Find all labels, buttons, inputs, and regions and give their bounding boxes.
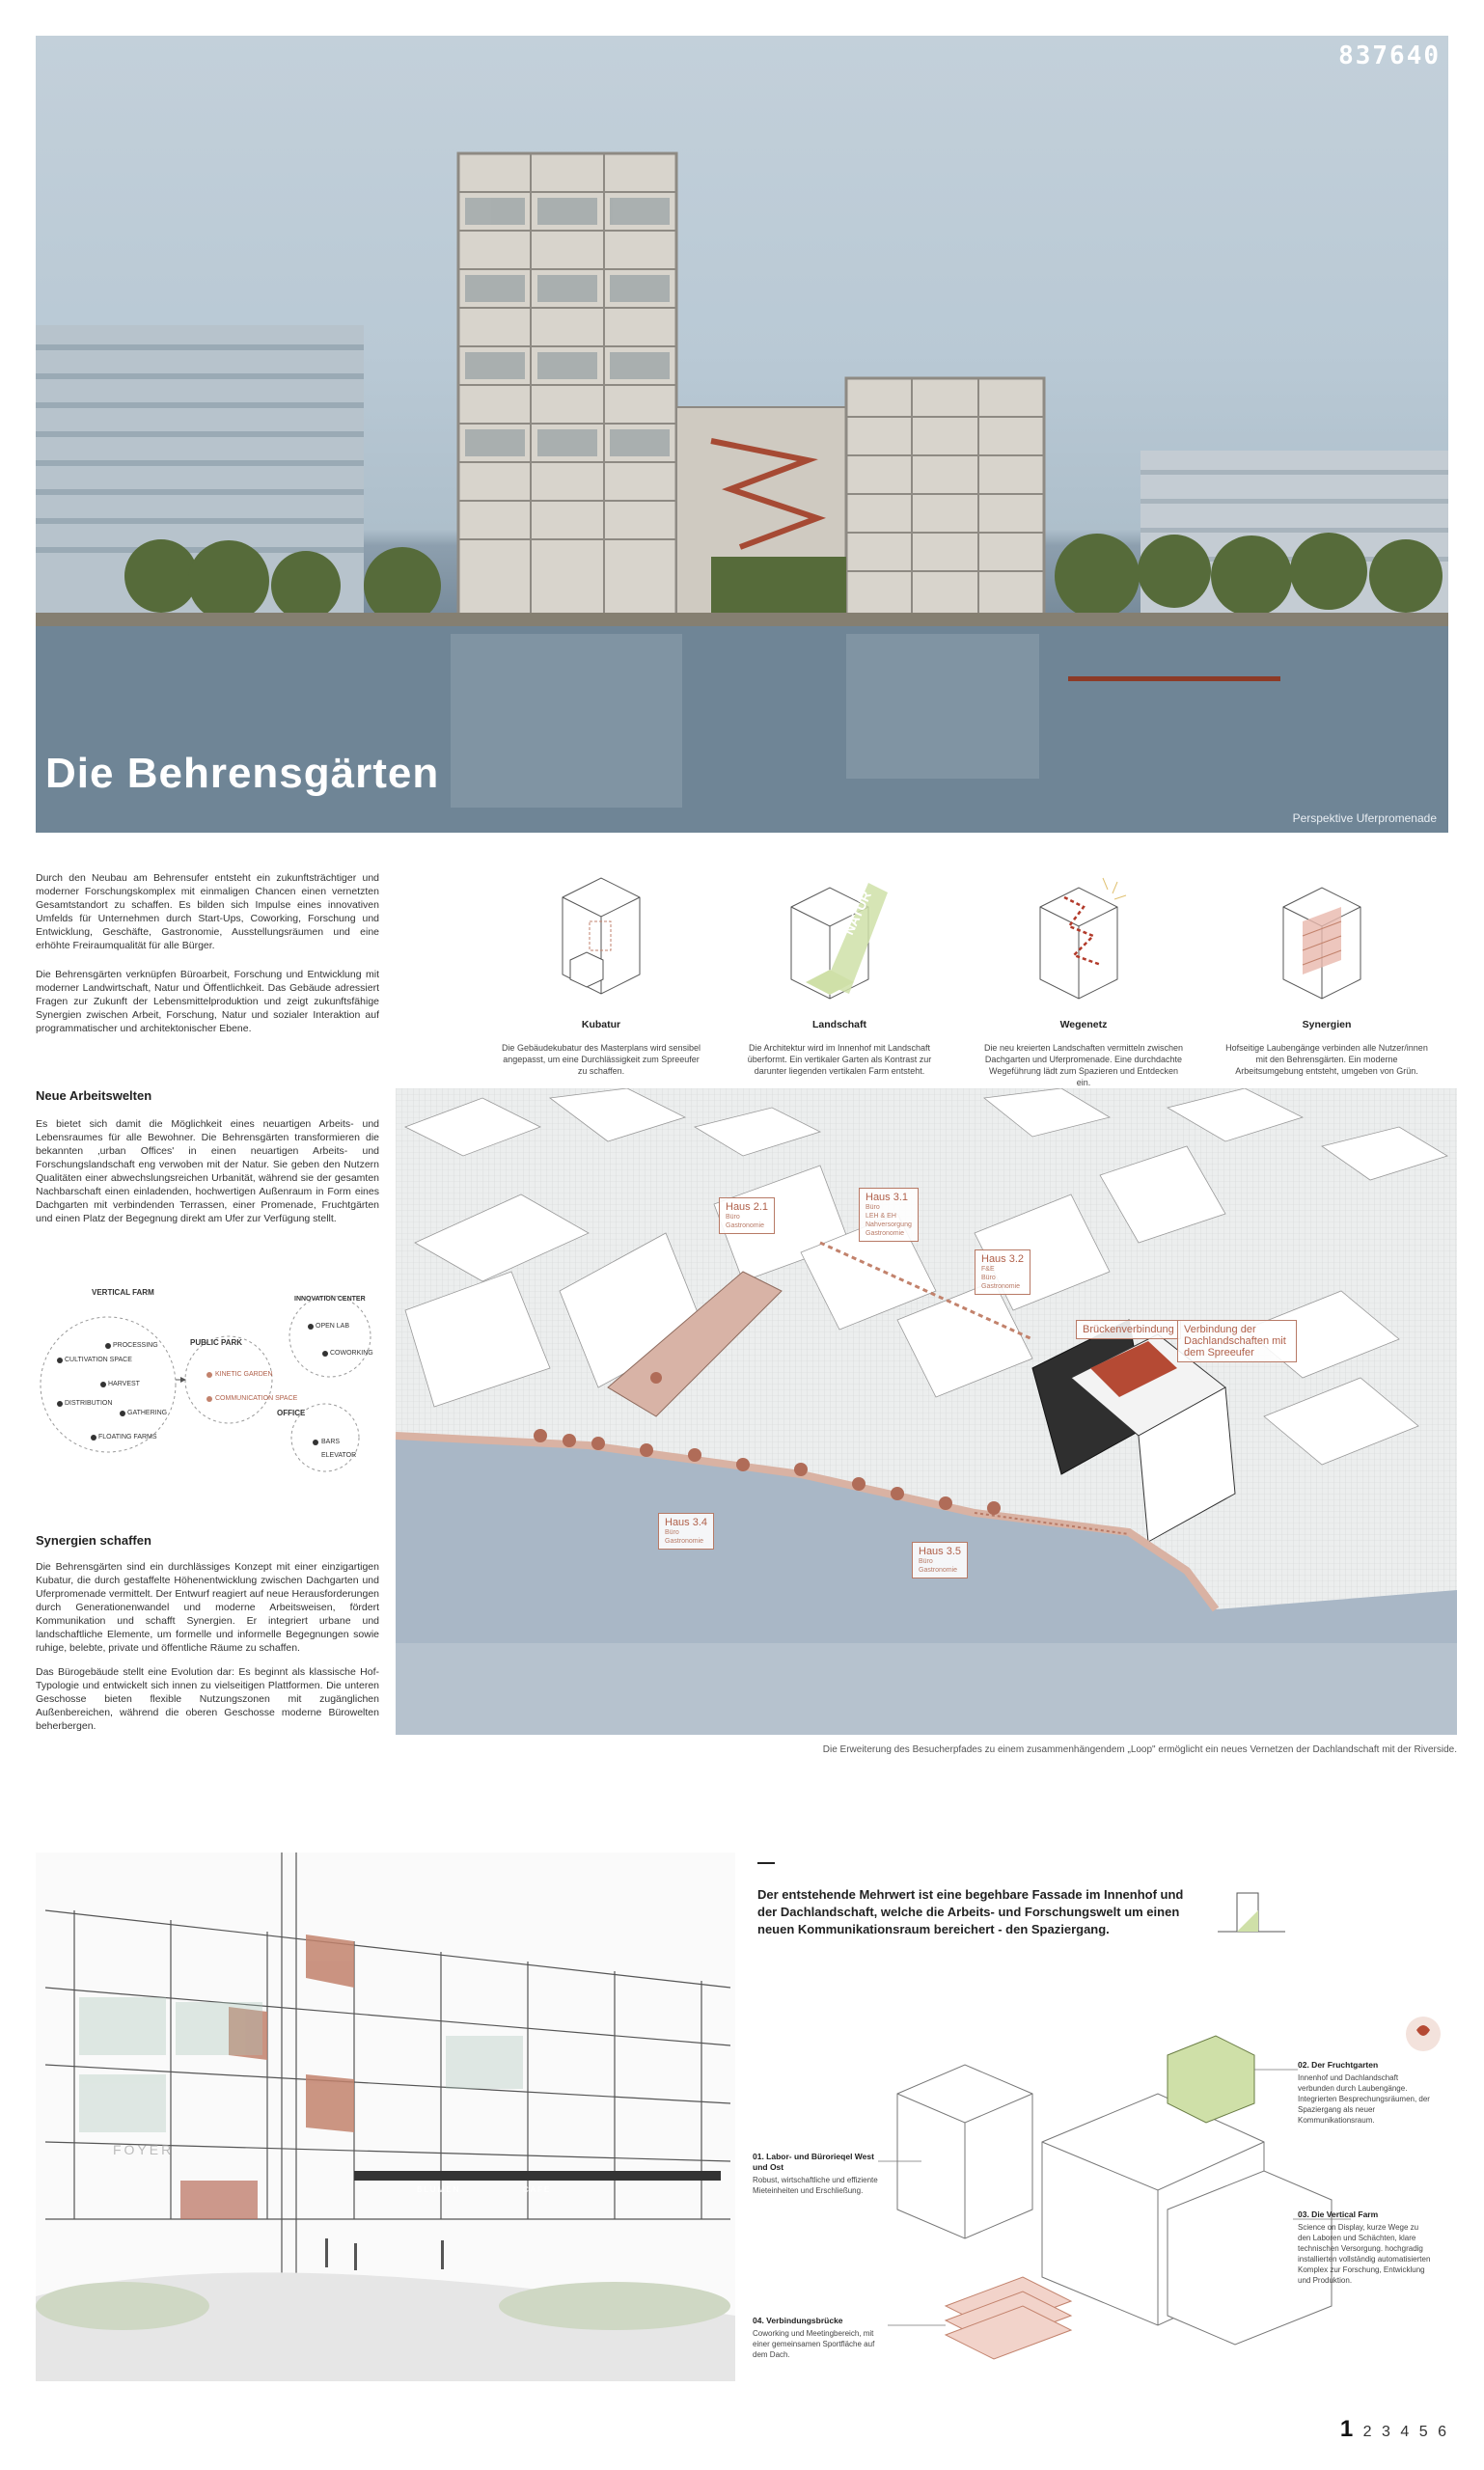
office-label: OFFICE [277,1409,306,1417]
program-item: COWORKING [330,1350,373,1357]
tag-item: Büro [981,1275,996,1281]
synergien-diagram-icon [1269,868,1385,1013]
quote-text: Der entstehende Mehrwert ist eine begehbare Fassade im Innenhof und der Dachlandschaft, welche die Arbeits- und Forschungswelt um einen neuen Kommunikationsraum bereichert - den Spaziergang. [757,1887,1184,1936]
iso-label-title: 04. Verbindungsbrücke [753,2316,843,2325]
iso-label-01 [753,2152,888,2196]
vertical-farm-label: VERTICAL FARM [92,1288,154,1297]
natur-label: NATUR [840,889,874,938]
site-plan-drawing [396,1088,1457,1735]
diagram-title: Kubatur [581,1019,621,1030]
iso-label-text: Innenhof und Dachlandschaft verbunden durch Laubengänge. Integrierten Besprechungsräumen, der Spaziergang als neuer Kommunikationsraum. [1298,2073,1430,2125]
diagram-wegenetz [982,868,1185,1088]
innovation-center-label: INNOVATION CENTER [294,1296,366,1303]
iso-label-02 [1298,2060,1433,2126]
program-item: BARS [321,1439,341,1445]
sign-foyer: FOYER [113,2142,175,2157]
program-circles [36,1278,379,1491]
tag-item: Büro [919,1558,933,1565]
diagram-text: Die Gebäudekubatur des Masterplans wird sensibel angepasst, um eine Durchlässigkeit zum Spreeufer zu schaffen. [501,1043,701,1076]
tag-item: Gastronomie [726,1222,765,1229]
tag-title: Verbindung der Dachlandschaften mit dem Spreeufer [1184,1324,1286,1358]
program-item: PROCESSING [113,1342,158,1349]
page-number-current[interactable]: 1 [1339,2416,1357,2442]
tag-item: Büro [665,1529,679,1536]
section-icon [1218,1891,1285,1939]
program-item: COMMUNICATION SPACE [215,1395,298,1402]
synergien-paragraph-2: Das Bürogebäude stellt eine Evolution dar: Es beginnt als klassische Hof-Typologie und entwickelt sich innen zu vielseitigen Plattformen. Die unteren Geschosse bieten flexible Nutzungszonen mit zugänglichen Außenbereichen, während die oberen Geschosse moderne Bürowelten beherbergen. [36,1666,379,1732]
tag-title: Haus 3.2 [981,1253,1025,1265]
tag-item: Gastronomie [981,1283,1021,1290]
diagram-kubatur [500,868,702,1077]
program-item: OPEN LAB [316,1323,350,1330]
program-item: DISTRIBUTION [65,1400,113,1407]
iso-label-text: Science on Display, kurze Wege zu den Laboren und Schächten, klare technischen Versorgung. hochgradig installierten vollständig automatisierten Komplex zur Forschung, Entwicklung und Produktion. [1298,2223,1431,2285]
site-tag-dachlandschaften [1177,1320,1297,1362]
intro-paragraph-1: Durch den Neubau am Behrensufer entsteht ein zukunftsträchtiger und moderner Forschungskomplex mit einmaligen Chancen einen vernetzten Gesamtstandort zu schaffen. Es bilden sich Impulse eines innovativen Umfelds für Unternehmen durch Start-Ups, Coworking, Forschung und Entwicklung, Geschäfte, Gastronomie, Ausstellungsräumen und eine erhöhte Freiraumqualität für alle Bürger. [36,872,379,951]
arbeitswelten-text: Es bietet sich damit die Möglichkeit eines neuartigen Arbeits- und Lebensraumes für alle Bewohner. Die Behrensgärten transformieren die bekannten ‚urban Offices' in einen neuartigen Arbeits- und Forschungslandschaft eng verwoben mit der Natur. Sie geben den Nutzern Qualitäten einer abwechslungsreichen Urbanität, während sie der gesamten Nachbarschaft einen einladenden, hochwertigen Außenraum in Form eines Dachgarten mit verbindenden Terrassen, einer Promenade, Fruchtgärten und einen Platz der Begegnung direkt am Ufer zur Verfügung stellt. [36,1118,379,1224]
tag-title: Haus 2.1 [726,1201,769,1213]
landschaft-diagram-icon [777,868,902,1013]
kubatur-diagram-icon [543,868,659,1013]
iso-label-03 [1298,2209,1433,2286]
iso-label-title: 01. Labor- und Bürorieqel West und Ost [753,2152,874,2172]
hero-caption: Perspektive Uferpromenade [1292,811,1437,825]
diagram-title: Synergien [1302,1019,1352,1030]
hero-render [36,36,1448,833]
page-pagination [1340,2416,1449,2443]
tag-item: Gastronomie [665,1538,704,1545]
diagram-text: Die Architektur wird im Innenhof mit Landschaft überformt. Ein vertikaler Garten als Kontrast zur darunter liegenden vertikalen Farm entsteht. [747,1043,932,1076]
page-number[interactable]: 3 [1382,2424,1393,2440]
page-title: Die Behrensgärten [45,750,440,797]
tag-item: Nahversorgung [866,1221,912,1228]
section-heading-synergien: Synergien schaffen [36,1533,151,1548]
site-tag-haus-3-5 [912,1542,968,1578]
tag-item: LEH & EH [866,1213,896,1220]
hero-image [36,36,1448,833]
public-park-label: PUBLIC PARK [190,1338,243,1347]
tag-item: Büro [726,1214,740,1221]
program-item: HARVEST [108,1381,140,1387]
site-tag-brueckenverbindung [1076,1320,1181,1339]
page-number[interactable]: 2 [1362,2424,1375,2440]
tag-title: Haus 3.4 [665,1517,708,1528]
diagram-landschaft [738,868,941,1077]
intro-paragraph-2: Die Behrensgärten verknüpfen Büroarbeit, Forschung und Entwicklung mit moderner Landwirtschaft, Natur und Öffentlichkeit. Das Gebäude adressiert Fragen zur Zukunft der Lebensmittelproduktion und zeigt zukunftsfähige Synergien zwischen Arbeit, Forschung, Natur und sozialer Interaktion auf programmatischer und architektonischer Ebene. [36,969,379,1034]
iso-label-title: 03. Die Vertical Farm [1298,2209,1379,2219]
page-number[interactable]: 5 [1418,2424,1431,2440]
diagram-text: Hofseitige Laubengänge verbinden alle Nutzer/innen mit den Behrensgärten. Ein moderne Arbeitsumgebung entsteht, umgeben von Grün. [1225,1043,1428,1076]
site-tag-haus-3-1 [859,1188,919,1242]
diagram-title: Landschaft [811,1019,866,1030]
iso-label-text: Robust, wirtschaftliche und effiziente Mieteinheiten und Erschließung. [753,2176,878,2195]
competition-id: 837640 [1338,41,1441,70]
program-item: GATHERING [127,1410,168,1416]
iso-label-text: Coworking und Meetingbereich, mit einer gemeinsamen Sportfläche auf dem Dach. [753,2329,875,2359]
iso-label-title: 02. Der Fruchtgarten [1298,2060,1379,2070]
program-item: ELEVATOR [321,1452,357,1459]
site-axonometry [396,1088,1457,1735]
courtyard-sketch [36,1852,735,2381]
site-caption: Die Erweiterung des Besucherpfades zu einem zusammenhängendem „Loop" ermöglicht ein neues Vernetzen der Dachlandschaft mit der Riverside. [822,1744,1457,1755]
tag-title: Haus 3.5 [919,1546,962,1557]
program-item: CULTIVATION SPACE [65,1357,132,1363]
diagram-text: Die neu kreierten Landschaften vermitteln zwischen Dachgarten und Uferpromenade. Eine durchdachte Wegeführung lädt zum Spazieren und Entdecken ein. [983,1043,1184,1087]
page-number[interactable]: 6 [1438,2424,1449,2440]
quote-dash [757,1862,775,1864]
tag-title: Haus 3.1 [866,1192,909,1203]
tag-item: Büro [866,1204,880,1211]
section-heading-arbeitswelten: Neue Arbeitswelten [36,1088,152,1103]
iso-label-04 [753,2316,888,2360]
diagram-synergien [1225,868,1428,1077]
site-tag-haus-3-2 [975,1249,1031,1295]
synergien-paragraph-1: Die Behrensgärten sind ein durchlässiges Konzept mit einer einzigartigen Kubatur, die durch gestaffelte Höhenentwicklung zwischen Dachgarten und Uferpromenade vermittelt. Der Entwurf reagiert auf neue Herausforderungen durch Generationenwandel und moderne Arbeitsweisen, fördert Kommunikation und schafft Synergien. Er integriert urbane und landschaftliche Elemente, um formelle und informelle Begegnungen sowie ruhige, belebte, private und öffentliche Räume zu schaffen. [36,1561,379,1654]
wegenetz-diagram-icon [1026,868,1141,1013]
program-item: FLOATING FARMS [98,1434,157,1441]
site-tag-haus-3-4 [658,1513,714,1550]
program-diagram [36,1278,379,1491]
sign-cafe: CAFE [523,2185,552,2194]
tag-item: Gastronomie [866,1230,905,1237]
tag-title: Brückenverbindung [1083,1324,1174,1335]
sign-blumen: BLUMEN [417,2185,461,2194]
diagram-title: Wegenetz [1059,1019,1108,1030]
exploded-axonometry [753,2017,1457,2402]
site-tag-haus-2-1 [719,1197,775,1234]
courtyard-perspective [36,1852,735,2381]
tag-item: F&E [981,1266,995,1273]
page-number[interactable]: 4 [1400,2424,1413,2440]
tag-item: Gastronomie [919,1567,958,1574]
program-item: KINETIC GARDEN [215,1371,273,1378]
